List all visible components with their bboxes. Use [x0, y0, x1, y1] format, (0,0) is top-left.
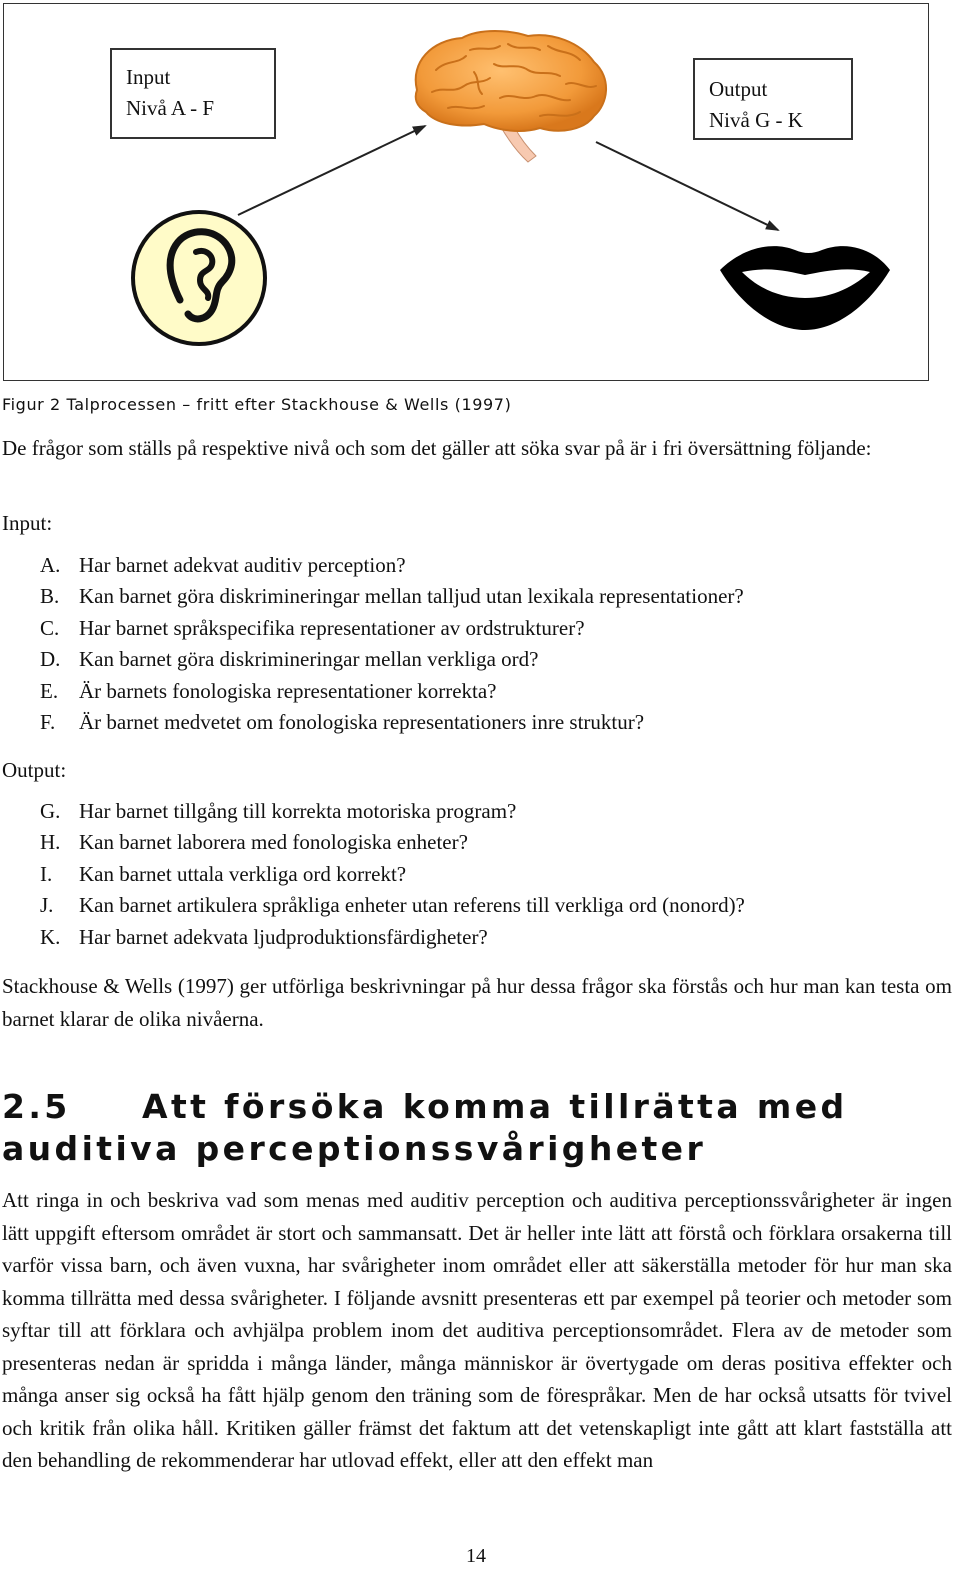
item-letter: H. — [40, 830, 61, 855]
output-box-title: Output — [709, 77, 768, 101]
item-letter: B. — [40, 584, 60, 609]
list-item — [40, 707, 744, 738]
item-letter: J. — [40, 893, 54, 918]
input-box-title: Input — [126, 65, 171, 89]
list-item — [40, 827, 745, 858]
arrow-ear-to-brain — [238, 126, 425, 215]
intro-paragraph: De frågor som ställs på respektive nivå och som det gäller att söka svar på är i fri översättning följande: — [2, 436, 872, 460]
list-item — [40, 796, 745, 827]
list-item — [40, 581, 744, 612]
output-label: Output: — [2, 758, 67, 782]
item-letter: C. — [40, 615, 60, 640]
list-item — [40, 890, 745, 921]
output-level-box — [693, 58, 853, 140]
item-letter: D. — [40, 647, 61, 672]
item-letter: E. — [40, 678, 59, 703]
item-text: Kan barnet göra diskrimineringar mellan verkliga ord? — [79, 647, 539, 672]
section-number: 2.5 — [2, 1087, 71, 1126]
section-title: Att försöka komma tillrätta med auditiva perceptionssvårigheter — [2, 1087, 848, 1168]
output-question-list — [40, 796, 745, 953]
section-heading — [2, 1086, 957, 1170]
item-letter: I. — [40, 861, 53, 886]
input-label: Input: — [2, 511, 53, 535]
item-text: Har barnet tillgång till korrekta motoriska program? — [79, 799, 517, 823]
item-text: Har barnet adekvata ljudproduktionsfärdigheter? — [79, 924, 488, 949]
list-item — [40, 550, 744, 581]
item-letter: G. — [40, 799, 61, 823]
input-level-box — [110, 48, 276, 139]
page-number: 14 — [466, 1545, 486, 1567]
summary-paragraph: Stackhouse & Wells (1997) ger utförliga beskrivningar på hur dessa frågor ska förstås och hur man kan testa om barnet klarar de olika nivåerna. — [2, 974, 952, 1031]
section-body-paragraph: Att ringa in och beskriva vad som menas med auditiv perception och auditiva perceptionssvårigheter är ingen lätt uppgift eftersom området är stort och sammansatt. Det är heller inte lätt att förstå och förklara orsakerna till varför vissa barn, och även vuxna, har svårigheter inom området eller att säkerställa metoder för hur man ska komma tillrätta med dessa svårigheter. I följande avsnitt presenteras ett par exempel på teorier och metoder som syftar till att förklara och avhjälpa problem inom det auditiva perceptionsområdet. Flera av de metoder som presenteras nedan är spridda i många länder, många människor är övertygade om deras positiva effekter och många anser sig också ha fått hjälp genom den träning som de förespråkar. Men de har också utsatts för tvivel och kritik från olika håll. Kritiken gäller främst det faktum att det vetenskapligt inte gått att klart fastställa att den behandling de rekommenderar har utlovad effekt, eller att den effekt man — [2, 1188, 952, 1472]
item-text: Kan barnet laborera med fonologiska enheter? — [79, 830, 468, 855]
input-box-levels: Nivå A - F — [126, 96, 215, 120]
list-item — [40, 859, 745, 890]
item-text: Har barnet adekvat auditiv perception? — [79, 553, 406, 577]
brain-icon — [416, 31, 606, 162]
item-letter: A. — [40, 553, 61, 577]
input-question-list — [40, 550, 744, 738]
list-item — [40, 676, 744, 707]
item-text: Är barnet medvetet om fonologiska representationers inre struktur? — [79, 709, 645, 734]
ear-icon — [133, 212, 265, 344]
arrow-brain-to-mouth — [596, 142, 778, 230]
output-box-levels: Nivå G - K — [709, 108, 803, 132]
item-text: Är barnets fonologiska representationer korrekta? — [79, 678, 497, 703]
list-item — [40, 613, 744, 644]
item-letter: F. — [40, 709, 56, 734]
mouth-icon — [720, 246, 890, 330]
item-text: Kan barnet artikulera språkliga enheter utan referens till verkliga ord (nonord)? — [79, 893, 745, 918]
item-text: Kan barnet uttala verkliga ord korrekt? — [79, 861, 407, 886]
item-letter: K. — [40, 924, 61, 949]
list-item — [40, 644, 744, 675]
figure-caption: Figur 2 Talprocessen – fritt efter Stackhouse & Wells (1997) — [2, 395, 512, 414]
item-text: Har barnet språkspecifika representationer av ordstrukturer? — [79, 615, 585, 640]
list-item — [40, 922, 745, 953]
item-text: Kan barnet göra diskrimineringar mellan talljud utan lexikala representationer? — [79, 584, 744, 609]
